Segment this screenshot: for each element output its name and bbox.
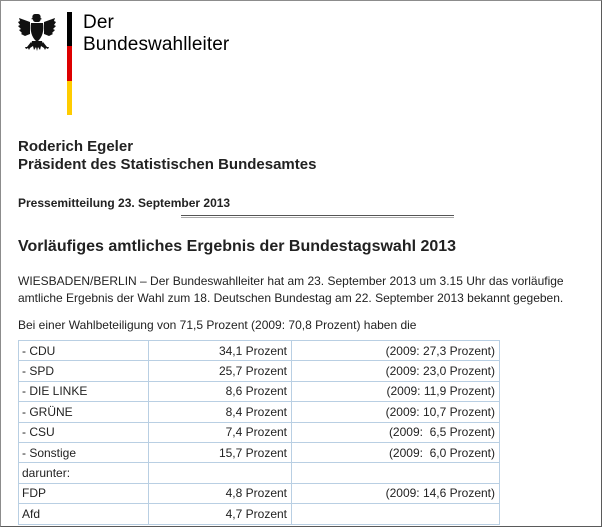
percent-cell: 25,7 Prozent — [149, 361, 292, 381]
flag-stripe-black — [67, 12, 72, 46]
percent-cell: 15,7 Prozent — [149, 442, 292, 462]
divider — [181, 215, 454, 218]
party-cell: - SPD — [19, 361, 149, 381]
table-row — [19, 341, 500, 361]
party-cell: darunter: — [19, 463, 149, 483]
table-row — [19, 402, 500, 422]
intro-paragraph: WIESBADEN/BERLIN – Der Bundeswahlleiter hat am 23. September 2013 um 3.15 Uhr das vorläufige amtliche Ergebnis der Wahl zum 18. Deutschen Bundestag am 22. September 2013 bekannt gegeben. — [18, 274, 564, 305]
table-row — [19, 463, 500, 483]
percent-cell: 4,8 Prozent — [149, 483, 292, 503]
turnout-paragraph: Bei einer Wahlbeteiligung von 71,5 Prozent (2009: 70,8 Prozent) haben die — [18, 318, 417, 332]
party-cell: - CDU — [19, 341, 149, 361]
federal-eagle-icon — [17, 12, 57, 56]
party-cell: - DIE LINKE — [19, 381, 149, 401]
person-name: Roderich Egeler — [18, 138, 134, 155]
percent-cell: 34,1 Prozent — [149, 341, 292, 361]
party-cell: FDP — [19, 483, 149, 503]
org-name-line2: Bundeswahlleiter — [83, 34, 230, 55]
previous-result-cell — [292, 504, 500, 524]
party-cell: - Sonstige — [19, 442, 149, 462]
german-flag-stripe — [67, 12, 72, 115]
press-release-date: Pressemitteilung 23. September 2013 — [18, 196, 231, 210]
party-cell: - CSU — [19, 422, 149, 442]
previous-result-cell — [292, 463, 500, 483]
previous-result-cell: (2009: 11,9 Prozent) — [292, 381, 500, 401]
percent-cell: 7,4 Prozent — [149, 422, 292, 442]
percent-cell: 8,4 Prozent — [149, 402, 292, 422]
previous-result-cell: (2009: 6,0 Prozent) — [292, 442, 500, 462]
table-row — [19, 381, 500, 401]
page-title: Vorläufiges amtliches Ergebnis der Bundestagswahl 2013 — [18, 238, 457, 255]
percent-cell: 8,6 Prozent — [149, 381, 292, 401]
previous-result-cell: (2009: 27,3 Prozent) — [292, 341, 500, 361]
org-name-line1: Der — [83, 12, 114, 33]
flag-stripe-gold — [67, 81, 72, 115]
party-cell: - GRÜNE — [19, 402, 149, 422]
previous-result-cell: (2009: 23,0 Prozent) — [292, 361, 500, 381]
table-row — [19, 504, 500, 524]
percent-cell — [149, 463, 292, 483]
table-row — [19, 442, 500, 462]
party-cell: Afd — [19, 504, 149, 524]
table-row — [19, 483, 500, 503]
previous-result-cell: (2009: 10,7 Prozent) — [292, 402, 500, 422]
results-table — [18, 340, 500, 525]
previous-result-cell: (2009: 6,5 Prozent) — [292, 422, 500, 442]
percent-cell: 4,7 Prozent — [149, 504, 292, 524]
table-row — [19, 422, 500, 442]
table-row — [19, 361, 500, 381]
flag-stripe-red — [67, 46, 72, 80]
previous-result-cell: (2009: 14,6 Prozent) — [292, 483, 500, 503]
person-title: Präsident des Statistischen Bundesamtes — [18, 156, 317, 173]
